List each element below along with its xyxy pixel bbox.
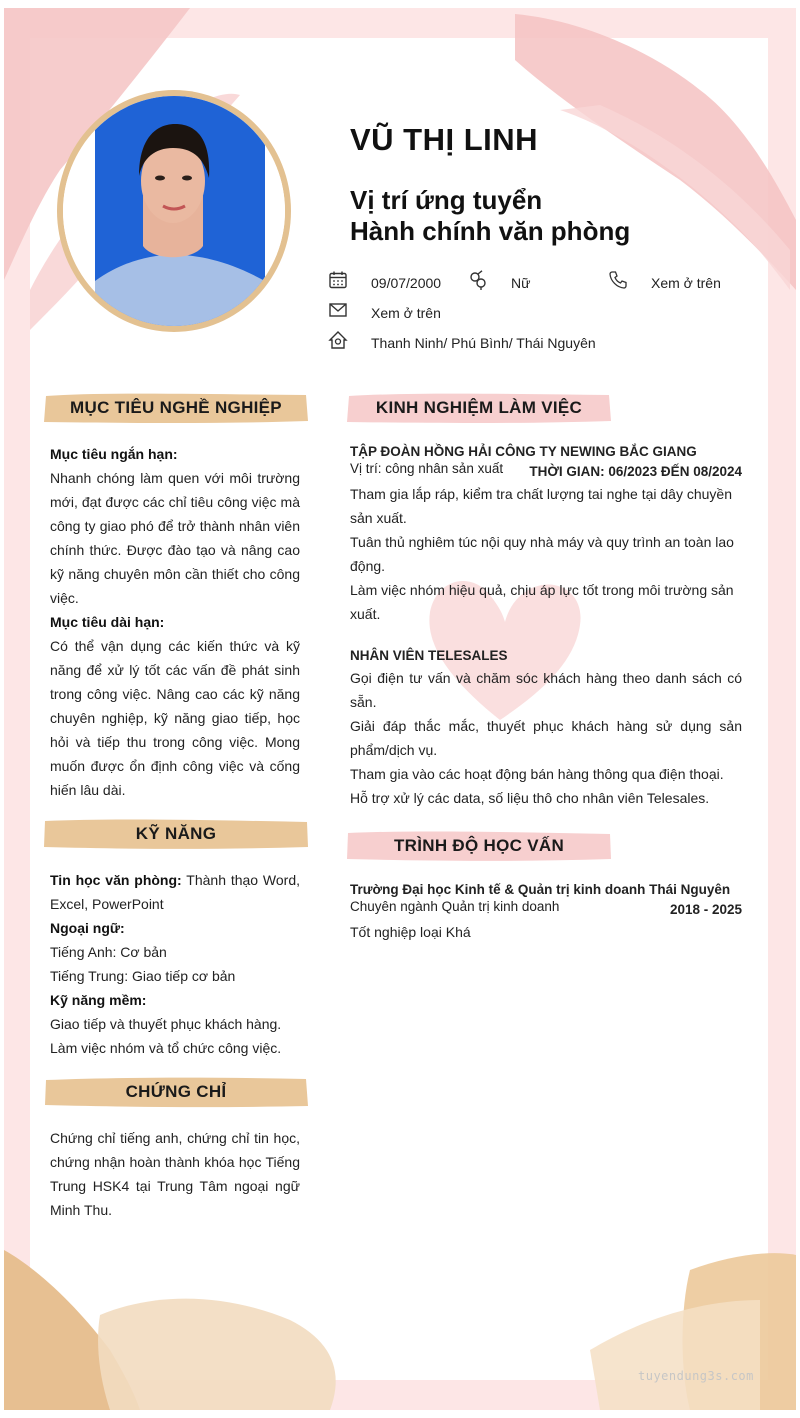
position-label: Vị trí ứng tuyển — [350, 185, 543, 215]
objective-short-label: Mục tiêu ngắn hạn: — [50, 446, 178, 462]
education-major: Chuyên ngành Quản trị kinh doanh — [350, 899, 560, 914]
avatar-photo — [63, 96, 285, 326]
job1-role: Vị trí: công nhân sản xuất — [350, 461, 504, 476]
email-text: Xem ở trên — [371, 305, 441, 321]
mail-icon — [328, 300, 348, 320]
education-heading: TRÌNH ĐỘ HỌC VẤN — [345, 829, 613, 863]
home-location-icon — [328, 330, 348, 350]
job1-company: TẬP ĐOÀN HỒNG HẢI CÔNG TY NEWING BẮC GIANG — [350, 444, 697, 459]
skills-heading: KỸ NĂNG — [42, 817, 310, 851]
job1-desc-1: Tham gia lắp ráp, kiểm tra chất lượng tai nghe tại dây chuyền sản xuất. — [350, 486, 732, 526]
job2-title: NHÂN VIÊN TELESALES — [350, 648, 508, 663]
education-years: 2018 - 2025 — [669, 902, 742, 917]
skills-soft-label: Kỹ năng mềm: — [50, 992, 147, 1008]
skills-office — [50, 868, 300, 916]
phone-icon — [608, 270, 628, 290]
job1-desc-3: Làm việc nhóm hiệu quả, chịu áp lực tốt trong môi trường sản xuất. — [350, 582, 734, 622]
candidate-name: VŨ THỊ LINH — [350, 122, 539, 157]
avatar — [57, 90, 291, 332]
birthday-text: 09/07/2000 — [371, 275, 442, 291]
gender-icon — [468, 270, 488, 290]
certificates-heading: CHỨNG CHỈ — [42, 1075, 310, 1109]
job2-desc-1: Gọi điện tư vấn và chăm sóc khách hàng theo danh sách có sẵn. — [350, 670, 742, 710]
education-school: Trường Đại học Kinh tế & Quản trị kinh doanh Thái Nguyên — [350, 882, 731, 897]
job2-desc-4: Hỗ trợ xử lý các data, số liệu thô cho nhân viên Telesales. — [350, 790, 710, 806]
skills-soft-2: Làm việc nhóm và tổ chức công việc. — [50, 1040, 282, 1056]
objective-heading: MỤC TIÊU NGHỀ NGHIỆP — [42, 391, 310, 425]
education-result: Tốt nghiệp loại Khá — [350, 924, 471, 940]
position-title: Hành chính văn phòng — [350, 216, 631, 246]
job1-desc-2: Tuân thủ nghiêm túc nội quy nhà máy và quy trình an toàn lao động. — [350, 534, 734, 574]
objective-short-text: Nhanh chóng làm quen với môi trường mới, đạt được các chỉ tiêu công việc mà công ty giao phó để trở thành nhân viên chính thức. Được đào tạo và nâng cao kỹ năng chuyên môn cần thiết cho công việc. — [50, 470, 300, 606]
job2-desc-2: Giải đáp thắc mắc, thuyết phục khách hàng sử dụng sản phẩm/dịch vụ. — [350, 718, 742, 758]
skills-office-text: Thành thạo Word, Excel, PowerPoint — [50, 872, 301, 912]
address-text: Thanh Ninh/ Phú Bình/ Thái Nguyên — [371, 335, 596, 351]
calendar-icon — [328, 270, 348, 290]
gender-text: Nữ — [511, 275, 531, 291]
skills-lang-2: Tiếng Trung: Giao tiếp cơ bản — [50, 968, 236, 984]
objective-long-label: Mục tiêu dài hạn: — [50, 614, 165, 630]
job1-time: THỜI GIAN: 06/2023 ĐẾN 08/2024 — [529, 464, 742, 479]
skills-soft-1: Giao tiếp và thuyết phục khách hàng. — [50, 1016, 282, 1032]
objective-long-text: Có thể vận dụng các kiến thức và kỹ năng để xử lý tốt các vấn đề phát sinh trong công việc. Nâng cao các kỹ năng chuyên nghiệp, kỹ năng giao tiếp, học hỏi và tiếp thu trong công việc. Mong muốn được ổn định công việc và cống hiến lâu dài. — [50, 638, 300, 798]
certificates-text: Chứng chỉ tiếng anh, chứng chỉ tin học, chứng nhận hoàn thành khóa học Tiếng Trung HSK4 tại Trung Tâm ngoại ngữ Minh Thu. — [50, 1130, 300, 1218]
phone-text: Xem ở trên — [651, 275, 721, 291]
skills-lang-1: Tiếng Anh: Cơ bản — [50, 944, 167, 960]
job2-desc-3: Tham gia vào các hoạt động bán hàng thông qua điện thoại. — [350, 766, 724, 782]
skills-office-label: Tin học văn phòng: — [50, 872, 182, 888]
skills-lang-label: Ngoại ngữ: — [50, 920, 125, 936]
watermark: tuyendung3s.com — [638, 1369, 754, 1383]
experience-heading: KINH NGHIỆM LÀM VIỆC — [345, 391, 613, 425]
